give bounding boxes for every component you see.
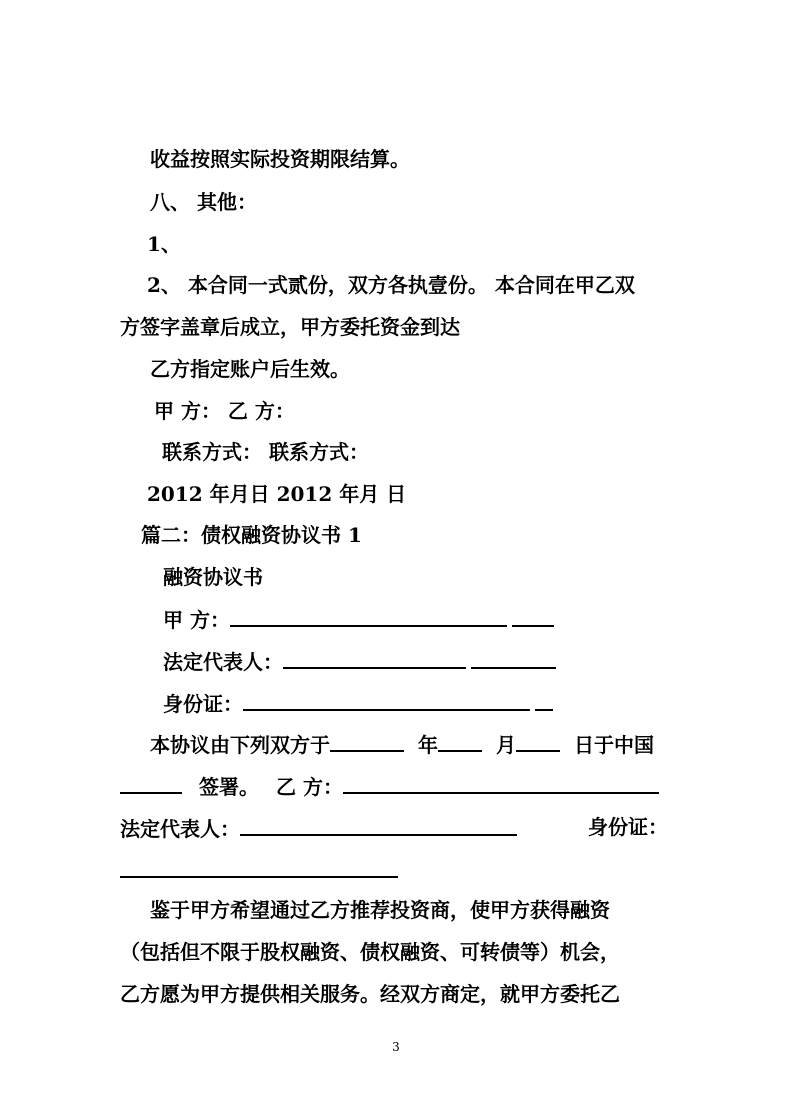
party-b-label: 乙 方： <box>276 775 343 799</box>
year-blank <box>330 730 404 752</box>
text-line: 1、 <box>147 232 181 256</box>
signed-label: 签署。 <box>199 775 259 799</box>
month-blank <box>438 730 482 752</box>
text-line: 乙方指定账户后生效。 <box>150 357 350 381</box>
contact-line: 联系方式： 联系方式： <box>162 440 369 464</box>
text-line: 方签字盖章后成立，甲方委托资金到达 <box>120 315 460 339</box>
place-blank <box>120 772 182 794</box>
id-blank <box>243 689 530 711</box>
body-paragraph-line: （包括但不限于股权融资、债权融资、可转债等）机会， <box>120 940 620 964</box>
agreement-date-row <box>150 730 654 758</box>
party-a-blank <box>230 605 507 627</box>
id-label-2: 身份证： <box>588 815 668 839</box>
party-a-label: 甲 方： <box>163 608 230 632</box>
page-number: 3 <box>392 1040 400 1054</box>
id-blank-row <box>120 856 398 884</box>
agreement-prefix: 本协议由下列双方于 <box>150 733 330 757</box>
month-label: 月 <box>496 733 516 757</box>
signed-party-b-row <box>120 772 659 800</box>
section-heading: 八、 其他： <box>150 190 257 214</box>
body-paragraph-line: 鉴于甲方希望通过乙方推荐投资商，使甲方获得融资 <box>150 898 610 922</box>
party-a-row <box>163 605 554 633</box>
document-title: 融资协议书 <box>163 565 263 589</box>
legal-rep-blank <box>283 647 466 669</box>
legal-rep-label-2: 法定代表人： <box>120 817 240 841</box>
legal-rep-row-2 <box>120 814 517 842</box>
text-line: 收益按照实际投资期限结算。 <box>150 147 410 171</box>
legal-rep-row <box>163 647 556 675</box>
legal-rep-blank-2 <box>471 647 556 669</box>
body-paragraph-line: 乙方愿为甲方提供相关服务。经双方商定，就甲方委托乙 <box>120 982 620 1006</box>
party-b-blank <box>343 772 659 794</box>
day-in-china: 日于中国 <box>574 733 654 757</box>
day-blank <box>516 730 560 752</box>
legal-rep-label: 法定代表人： <box>163 650 283 674</box>
party-a-blank-2 <box>512 605 554 627</box>
year-label: 年 <box>418 733 438 757</box>
signature-parties: 甲 方： 乙 方： <box>154 399 295 423</box>
id-label: 身份证： <box>163 692 243 716</box>
id-blank-2 <box>535 689 553 711</box>
text-line: 2、 本合同一式贰份，双方各执壹份。 本合同在甲乙双 <box>147 273 635 297</box>
date-line: 2012 年月日 2012 年月 日 <box>147 482 407 506</box>
id-row <box>163 689 553 717</box>
legal-rep-blank-3 <box>240 814 517 836</box>
chapter-heading: 篇二：债权融资协议书 1 <box>141 523 362 547</box>
id-blank-3 <box>120 856 398 878</box>
